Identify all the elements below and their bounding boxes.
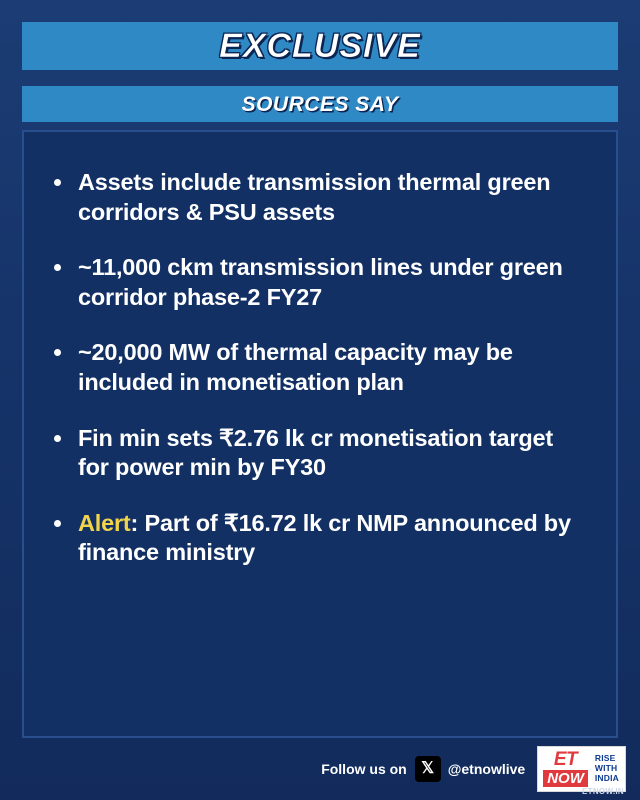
alert-label: Alert [78,509,131,536]
logo-tagline-line3: INDIA [594,772,619,783]
bullet-list [46,168,588,568]
follow-us-label: Follow us on [321,761,407,777]
list-item [46,168,588,227]
bullet-text: ~20,000 MW of thermal capacity may be included in monetisation plan [78,339,513,396]
exclusive-label: EXCLUSIVE [219,27,421,65]
bullet-text: Assets include transmission thermal green corridors & PSU assets [78,169,551,225]
bullet-text: ~11,000 ckm transmission lines under green corridor phase-2 FY27 [78,254,563,310]
logo-tagline-line1: RISE [594,753,616,764]
footer [0,738,640,800]
logo-url: ETNOW.IN [582,787,624,796]
exclusive-banner [22,22,618,70]
list-item-alert [46,509,588,568]
list-item [46,253,588,312]
list-item [46,424,588,483]
x-twitter-icon[interactable] [415,756,441,782]
logo-tagline-line2: WITH [594,763,618,774]
sources-say-label: SOURCES SAY [241,92,399,116]
bullet-text: Fin min sets ₹2.76 lk cr monetisation target for power min by FY30 [78,424,553,481]
social-handle[interactable]: @etnowlive [447,761,526,777]
logo-et-text: ET [553,748,578,770]
list-item [46,338,588,397]
sources-say-banner [22,86,618,122]
et-now-logo [537,746,626,792]
logo-left [538,747,593,791]
logo-now-text: NOW [543,770,588,787]
x-glyph: 𝕏 [421,760,435,777]
bullet-text: : Part of ₹16.72 lk cr NMP announced by finance ministry [78,509,571,566]
bullet-panel [22,130,618,738]
logo-tagline [593,747,625,791]
